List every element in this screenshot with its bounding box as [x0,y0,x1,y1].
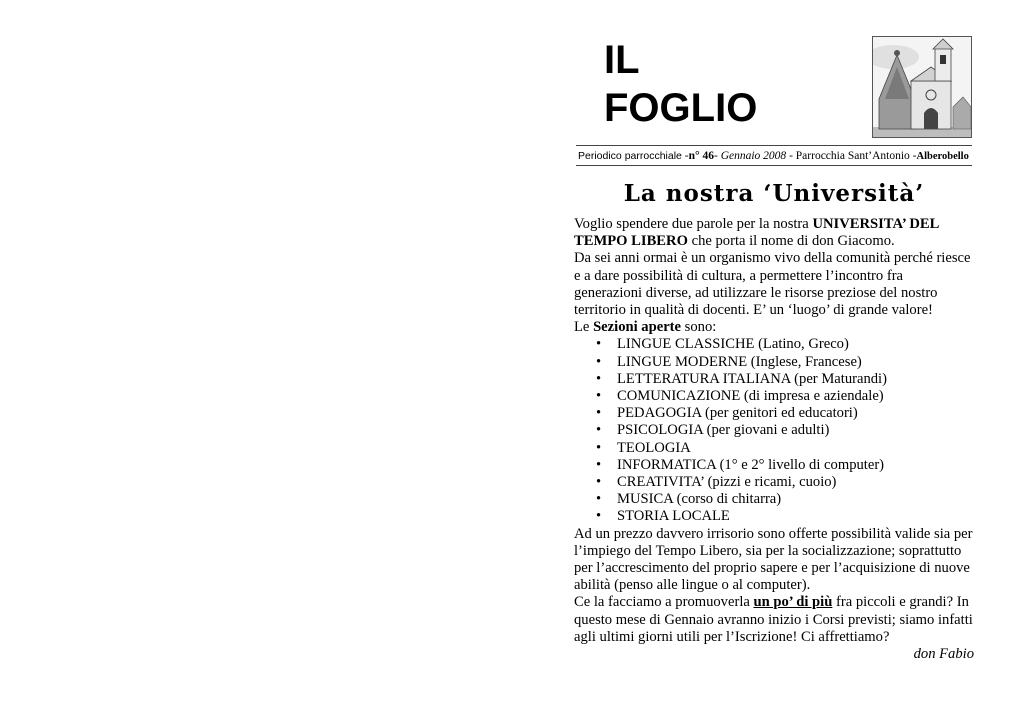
masthead-title [604,36,757,132]
bullet-icon: • [596,405,602,422]
bullet-icon: • [596,456,602,473]
bullet-icon: • [596,508,602,525]
signature: don Fabio [913,646,974,663]
list-item [574,388,974,405]
issue-separator: - [912,150,917,162]
article-body [574,216,974,663]
bullet-icon: • [596,474,602,491]
issue-separator: - [684,150,689,162]
sections-intro [574,319,974,336]
section-name: INFORMATICA (1° e 2° livello di computer) [617,456,885,473]
list-item [574,336,974,353]
sections-intro-end: sono: [684,319,717,336]
town-name: Alberobello [916,151,969,162]
list-item [574,508,974,525]
parish-name: Parrocchia Sant’Antonio [795,150,910,162]
offer-paragraph: Ad un prezzo davvero irrisorio sono offerte possibilità valide sia per l’impiego del Tempo Libero, sia per la socializzazione; soprattutto per l’accrescimento del proprio sapere e per l’acquisizione di nuove abilità (penso alle lingue o al computer). [574,525,973,594]
section-name: STORIA LOCALE [617,508,730,525]
header-top-rule [576,145,972,146]
list-item [574,457,974,474]
issue-number: n° 46 [688,150,714,162]
bullet-icon: • [596,336,602,353]
issue-date: Gennaio 2008 [720,150,787,162]
closing-text-end: fra piccoli e grandi? In questo mese di Gennaio avranno inizio i Corsi previsti; siamo infatti agli ultimi giorni utili per l’Iscrizione! Ci affrettiamo? [574,594,973,645]
section-name: PEDAGOGIA (per genitori ed educatori) [617,405,858,422]
issue-separator: - [789,150,793,162]
list-item [574,354,974,371]
section-name: PSICOLOGIA (per giovani e adulti) [617,422,830,439]
section-name: LINGUE CLASSICHE (Latino, Greco) [617,336,849,353]
section-name: TEOLOGIA [617,439,691,456]
church-photo [872,36,972,138]
university-name: UNIVERSITA’ DEL TEMPO LIBERO [574,216,939,250]
section-name: COMUNICAZIONE (di impresa e aziendale) [617,388,884,405]
list-item [574,474,974,491]
intro-text: Voglio spendere due parole per la nostra [574,216,809,232]
closing-text: Ce la facciamo a promuoverla [574,594,750,611]
masthead-title-line1: IL [604,38,640,82]
list-item [574,371,974,388]
issue-line [578,149,972,164]
list-item [574,422,974,439]
section-name: LINGUE MODERNE (Inglese, Francese) [617,353,862,370]
bullet-icon: • [596,370,602,387]
list-item [574,405,974,422]
list-item [574,491,974,508]
sections-label: Sezioni aperte [593,319,682,336]
emphasis-text: un po’ di più [753,594,833,611]
section-name: MUSICA (corso di chitarra) [617,491,782,508]
bullet-icon: • [596,388,602,405]
intro-paragraph [574,216,974,250]
bullet-icon: • [596,439,602,456]
intro-text-end: che porta il nome di don Giacomo. [691,233,895,250]
masthead-title-line2: FOGLIO [604,86,758,130]
list-item [574,440,974,457]
section-name: CREATIVITA’ (pizzi e ricami, cuoio) [617,474,837,491]
article-title: La nostra ‘Università’ [623,180,925,207]
closing-paragraph [574,594,974,646]
bullet-icon: • [596,353,602,370]
periodical-label: Periodico parrocchiale [578,150,682,162]
bullet-icon: • [596,491,602,508]
issue-separator: - [713,150,718,162]
sections-intro-text: Le [574,319,590,336]
header-bottom-rule [576,165,972,166]
description-paragraph: Da sei anni ormai è un organismo vivo della comunità perché riesce e a dare possibilità di cultura, a permettere l’incontro fra generazioni diverse, ad utilizzare le risorse preziose del nostro territorio in qualità di docenti. E’ un ‘luogo’ di grande valore! [574,250,971,319]
bullet-icon: • [596,422,602,439]
church-illustration [873,37,971,137]
sections-list [574,336,974,525]
section-name: LETTERATURA ITALIANA (per Maturandi) [617,370,887,387]
